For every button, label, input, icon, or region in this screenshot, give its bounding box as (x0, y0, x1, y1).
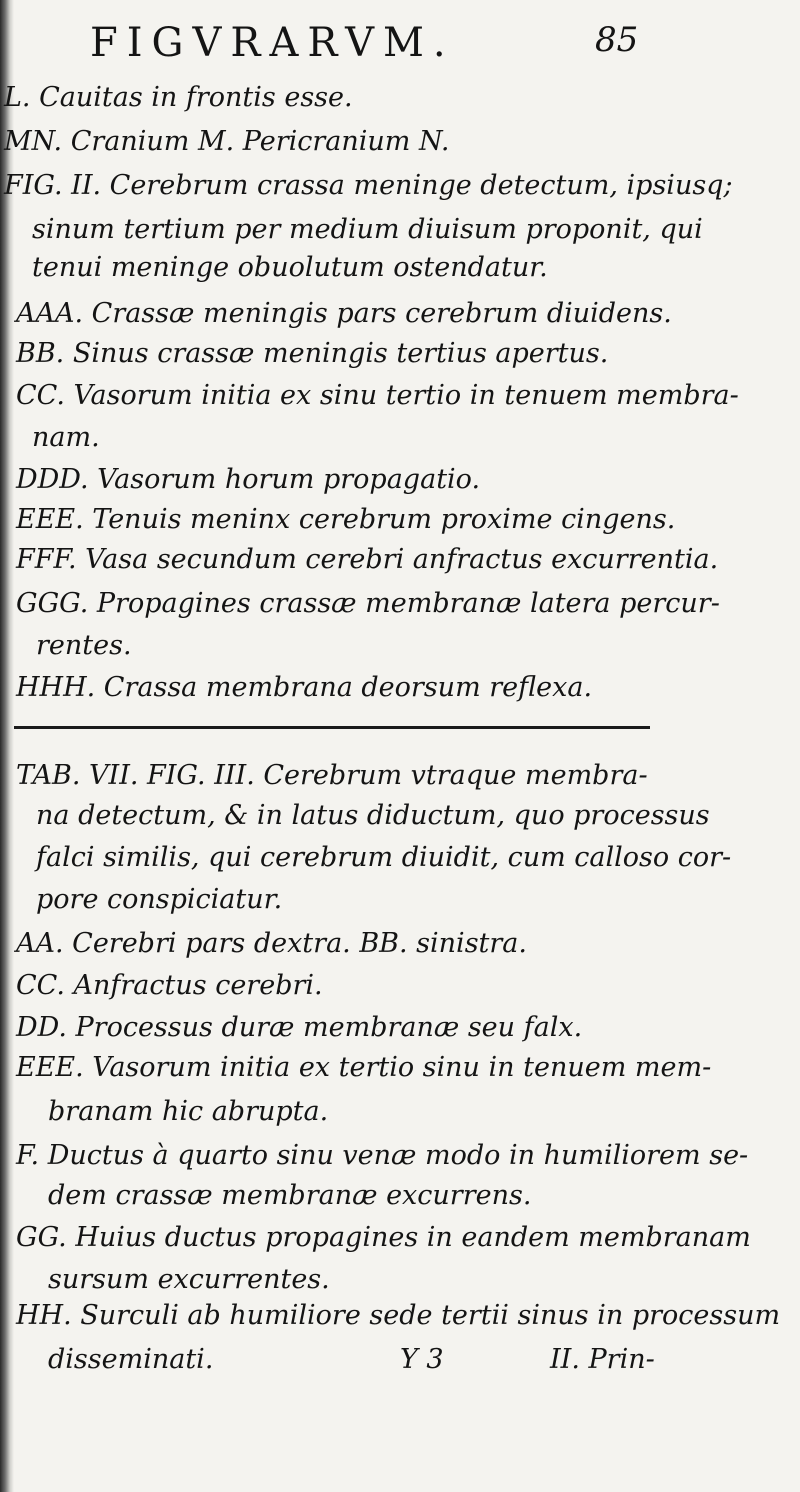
legend-line: nam. (32, 422, 100, 453)
legend-line: MN. Cranium M. Pericranium N. (4, 126, 450, 157)
legend-line: DD. Processus duræ membranæ seu falx. (16, 1012, 583, 1043)
legend-line: HH. Surculi ab humiliore sede tertii sinus in processum (16, 1300, 781, 1331)
legend-line: GGG. Propagines crassæ membranæ latera percur- (16, 588, 720, 619)
legend-line: EEE. Tenuis meninx cerebrum proxime cingens. (16, 504, 676, 535)
signature-mark: Y 3 (400, 1344, 444, 1375)
legend-line: HHH. Crassa membrana deorsum reflexa. (16, 672, 593, 703)
legend-line: na detectum, & in latus diductum, quo processus (36, 800, 710, 831)
legend-line: TAB. VII. FIG. III. Cerebrum vtraque membra- (16, 760, 648, 791)
section-divider-rule (14, 726, 650, 729)
legend-line: AAA. Crassæ meningis pars cerebrum diuidens. (16, 298, 672, 329)
legend-line: rentes. (36, 630, 132, 661)
catchword: II. Prin- (550, 1344, 655, 1375)
legend-line: F. Ductus à quarto sinu venæ modo in humiliorem se- (16, 1140, 749, 1171)
legend-line: dem crassæ membranæ excurrens. (48, 1180, 532, 1211)
legend-line: falci similis, qui cerebrum diuidit, cum calloso cor- (36, 842, 732, 873)
page-number: 85 (595, 20, 639, 60)
legend-line: EEE. Vasorum initia ex tertio sinu in tenuem mem- (16, 1052, 712, 1083)
legend-line: tenui meninge obuolutum ostendatur. (32, 252, 548, 283)
legend-line: CC. Vasorum initia ex sinu tertio in tenuem membra- (16, 380, 739, 411)
legend-line: pore conspiciatur. (36, 884, 283, 915)
legend-line: DDD. Vasorum horum propagatio. (16, 464, 481, 495)
legend-line: L. Cauitas in frontis esse. (4, 82, 353, 113)
legend-line: sursum excurrentes. (48, 1264, 330, 1295)
legend-line: branam hic abrupta. (48, 1096, 329, 1127)
legend-line: sinum tertium per medium diuisum proponit, qui (32, 214, 703, 245)
legend-line: AA. Cerebri pars dextra. BB. sinistra. (16, 928, 527, 959)
legend-line: FFF. Vasa secundum cerebri anfractus excurrentia. (16, 544, 719, 575)
legend-line: disseminati. (48, 1344, 214, 1375)
legend-line: GG. Huius ductus propagines in eandem membranam (16, 1222, 751, 1253)
legend-line: FIG. II. Cerebrum crassa meninge detectum, ipsiusq; (4, 170, 733, 201)
running-title: FIGVRARVM. (90, 20, 455, 66)
legend-line: CC. Anfractus cerebri. (16, 970, 323, 1001)
legend-line: BB. Sinus crassæ meningis tertius apertus. (16, 338, 609, 369)
page-header (90, 20, 650, 70)
